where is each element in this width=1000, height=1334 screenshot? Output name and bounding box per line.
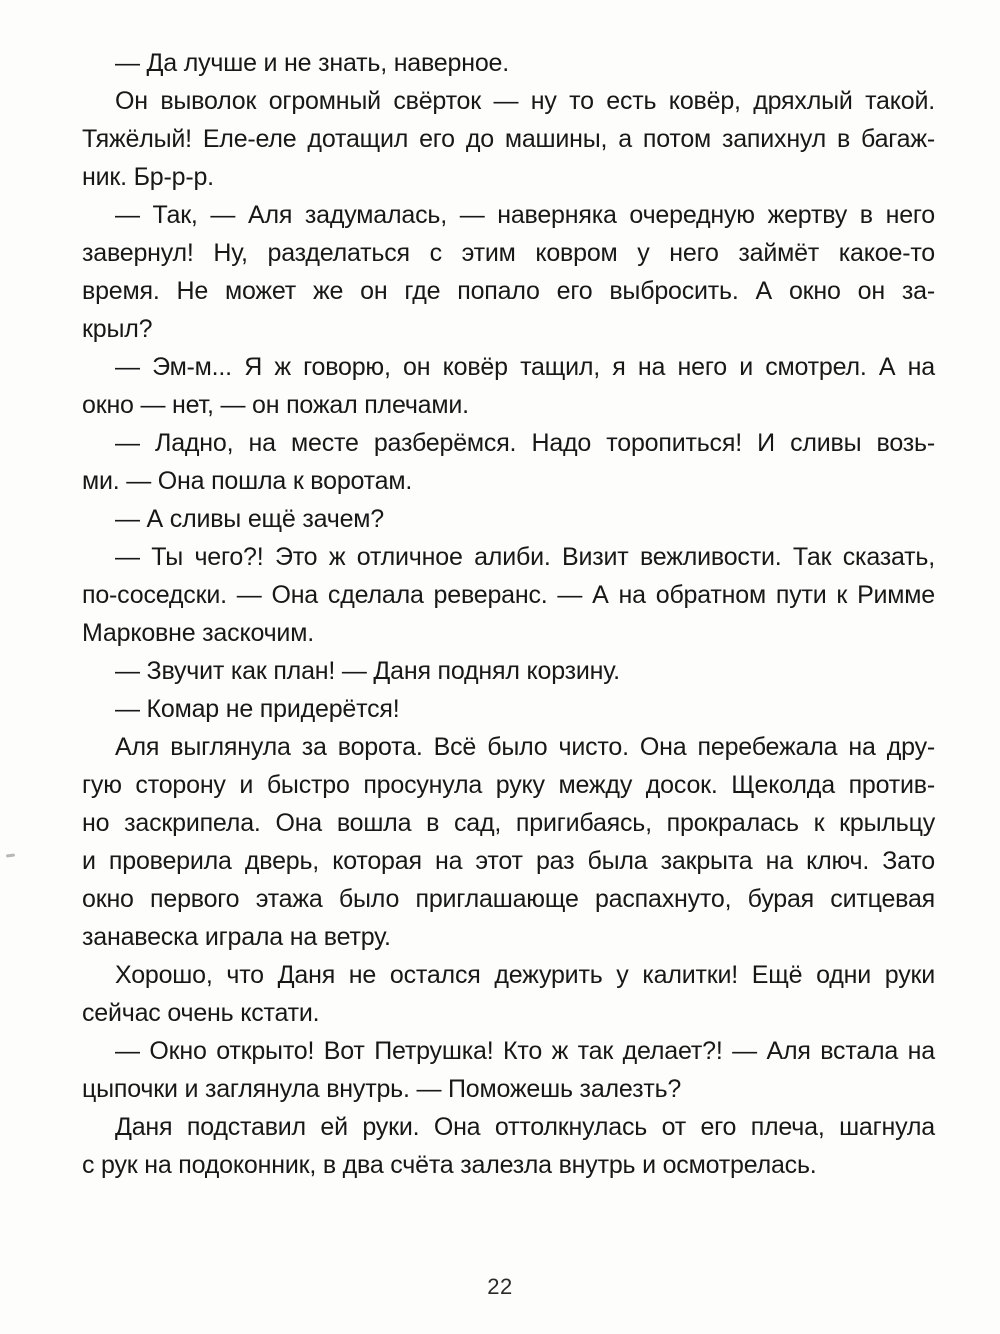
text-line: окно — нет, — он пожал плечами.: [82, 391, 469, 419]
text-line: занавеска играла на ветру.: [82, 923, 391, 951]
text-line: Тяжёлый! Еле-еле дотащил его до машины, а потом запихнул в багаж-: [82, 125, 935, 153]
text-line: — Звучит как план! — Даня поднял корзину.: [115, 657, 620, 685]
page-number: 22: [487, 1274, 513, 1299]
paragraph: [82, 44, 935, 82]
text-line: гую сторону и быстро просунула руку между досок. Щеколда против-: [82, 771, 935, 799]
text-line: цыпочки и заглянула внутрь. — Поможешь залезть?: [82, 1075, 682, 1103]
paragraph: [82, 690, 935, 728]
paragraph: [82, 424, 935, 500]
text-line: Аля выглянула за ворота. Всё было чисто. Она перебежала на дру-: [115, 733, 935, 761]
text-line: — А сливы ещё зачем?: [115, 505, 384, 533]
text-line: окно первого этажа было приглашающе распахнуто, бурая ситцевая: [82, 885, 935, 913]
paragraph: [82, 956, 935, 1032]
paragraph: [82, 728, 935, 956]
text-line: по-соседски. — Она сделала реверанс. — А на обратном пути к Римме: [82, 581, 935, 609]
text-line: Он выволок огромный свёрток — ну то есть ковёр, дряхлый такой.: [115, 87, 935, 115]
text-line: но заскрипела. Она вошла в сад, пригибаясь, прокралась к крыльцу: [82, 809, 935, 837]
text-line: Даня подставил ей руки. Она оттолкнулась от его плеча, шагнула: [115, 1113, 935, 1141]
text-line: с рук на подоконник, в два счёта залезла внутрь и осмотрелась.: [82, 1151, 817, 1179]
text-line: завернул! Ну, разделаться с этим ковром у него займёт какое-то: [82, 239, 935, 267]
text-line: ник. Бр-р-р.: [82, 163, 214, 191]
text-line: — Комар не придерётся!: [115, 695, 400, 723]
text-line: крыл?: [82, 315, 153, 343]
text-line: — Ты чего?! Это ж отличное алиби. Визит вежливости. Так сказать,: [115, 543, 935, 571]
paragraph: [82, 348, 935, 424]
text-line: — Так, — Аля задумалась, — наверняка очередную жертву в него: [115, 201, 935, 229]
text-line: сейчас очень кстати.: [82, 999, 320, 1027]
paragraph: [82, 652, 935, 690]
text-line: ми. — Она пошла к воротам.: [82, 467, 413, 495]
paragraph: [82, 82, 935, 196]
paragraph: [82, 538, 935, 652]
text-line: Хорошо, что Даня не остался дежурить у калитки! Ещё одни руки: [115, 961, 935, 989]
text-line: — Ладно, на месте разберёмся. Надо торопиться! И сливы возь-: [115, 429, 935, 457]
page-text: [82, 44, 935, 1184]
text-line: — Эм-м... Я ж говорю, он ковёр тащил, я на него и смотрел. А на: [115, 353, 935, 381]
text-line: время. Не может же он где попало его выбросить. А окно он за-: [82, 277, 935, 305]
paragraph: [82, 1032, 935, 1108]
text-line: и проверила дверь, которая на этот раз была закрыта на ключ. Зато: [82, 847, 935, 875]
scan-artifact-mark: [6, 853, 15, 857]
text-line: Марковне заскочим.: [82, 619, 314, 647]
text-line: — Окно открыто! Вот Петрушка! Кто ж так делает?! — Аля встала на: [115, 1037, 935, 1065]
paragraph: [82, 1108, 935, 1184]
paragraph: [82, 196, 935, 348]
paragraph: [82, 500, 935, 538]
text-line: — Да лучше и не знать, наверное.: [115, 49, 509, 77]
